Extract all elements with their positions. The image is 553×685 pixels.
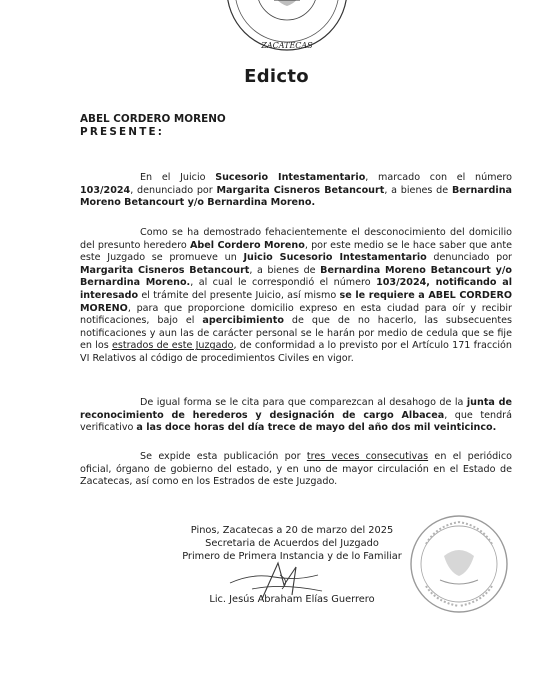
paragraph-intro: En el Juicio Sucesorio Intestamentario, marcado con el número 103/2024, denunciado por Margarita Cisneros Betancourt, a bienes de Bernardina Moreno Betancourt y/o Bernardina Moreno. xyxy=(80,172,513,209)
place-date: Pinos, Zacatecas a 20 de marzo del 2025 xyxy=(190,525,394,536)
addressee-present: PRESENTE: xyxy=(80,126,165,138)
paragraph-notification: Como se ha demostrado fehacientemente el desconocimiento del domicilio del presunto heredero Abel Cordero Moreno, por este medio se le hace saber que ante este Juzgado se promueve un Juicio Sucesorio Intestamentario denunciado por Margarita Cisneros Betancourt, a bienes de Bernardina Moreno Betancourt y/o Bernardina Moreno., al cual le correspondió el número 103/2024, notificando al interesado el trámite del presente Juicio, así mismo se le requiere a ABEL CORDERO MORENO, para que proporcione domicilio expreso en esta ciudad para oír y recibir notificaciones, bajo el apercibimiento de que de no hacerlo, las subsecuentes notificaciones y aun las de carácter personal se le harán por medio de cedula que se fije en los estrados de este Juzgado, de conformidad a lo previsto por el Artículo 171 fracción VI Relativos al código de procedimientos Civiles en vigor. xyxy=(80,227,513,364)
paragraph-hearing: De igual forma se le cita para que comparezcan al desahogo de la junta de reconocimiento de herederos y designación de cargo Albacea, que tendrá verificativo a las doce horas del día trece de mayo del año dos mil veinticinco. xyxy=(80,397,512,434)
signer-role: Secretaria de Acuerdos del Juzgado xyxy=(205,538,379,549)
signer-name: Lic. Jesús Abraham Elías Guerrero xyxy=(209,594,375,605)
addressee-block xyxy=(80,113,226,139)
seal-text-bottom: ZACATECAS xyxy=(261,41,313,50)
state-seal-emblem xyxy=(222,0,352,54)
paragraph-publication: Se expide esta publicación por tres veces consecutivas en el periódico oficial, órgano de gobierno del estado, y en uno de mayor circulación en el Estado de Zacatecas, así como en los Estrados de este Juzgado. xyxy=(80,451,512,488)
court-stamp xyxy=(406,514,512,614)
addressee-name: ABEL CORDERO MORENO xyxy=(80,113,226,125)
document-title: Edicto xyxy=(244,66,309,87)
court-name: Primero de Primera Instancia y de lo Familiar xyxy=(182,551,402,562)
